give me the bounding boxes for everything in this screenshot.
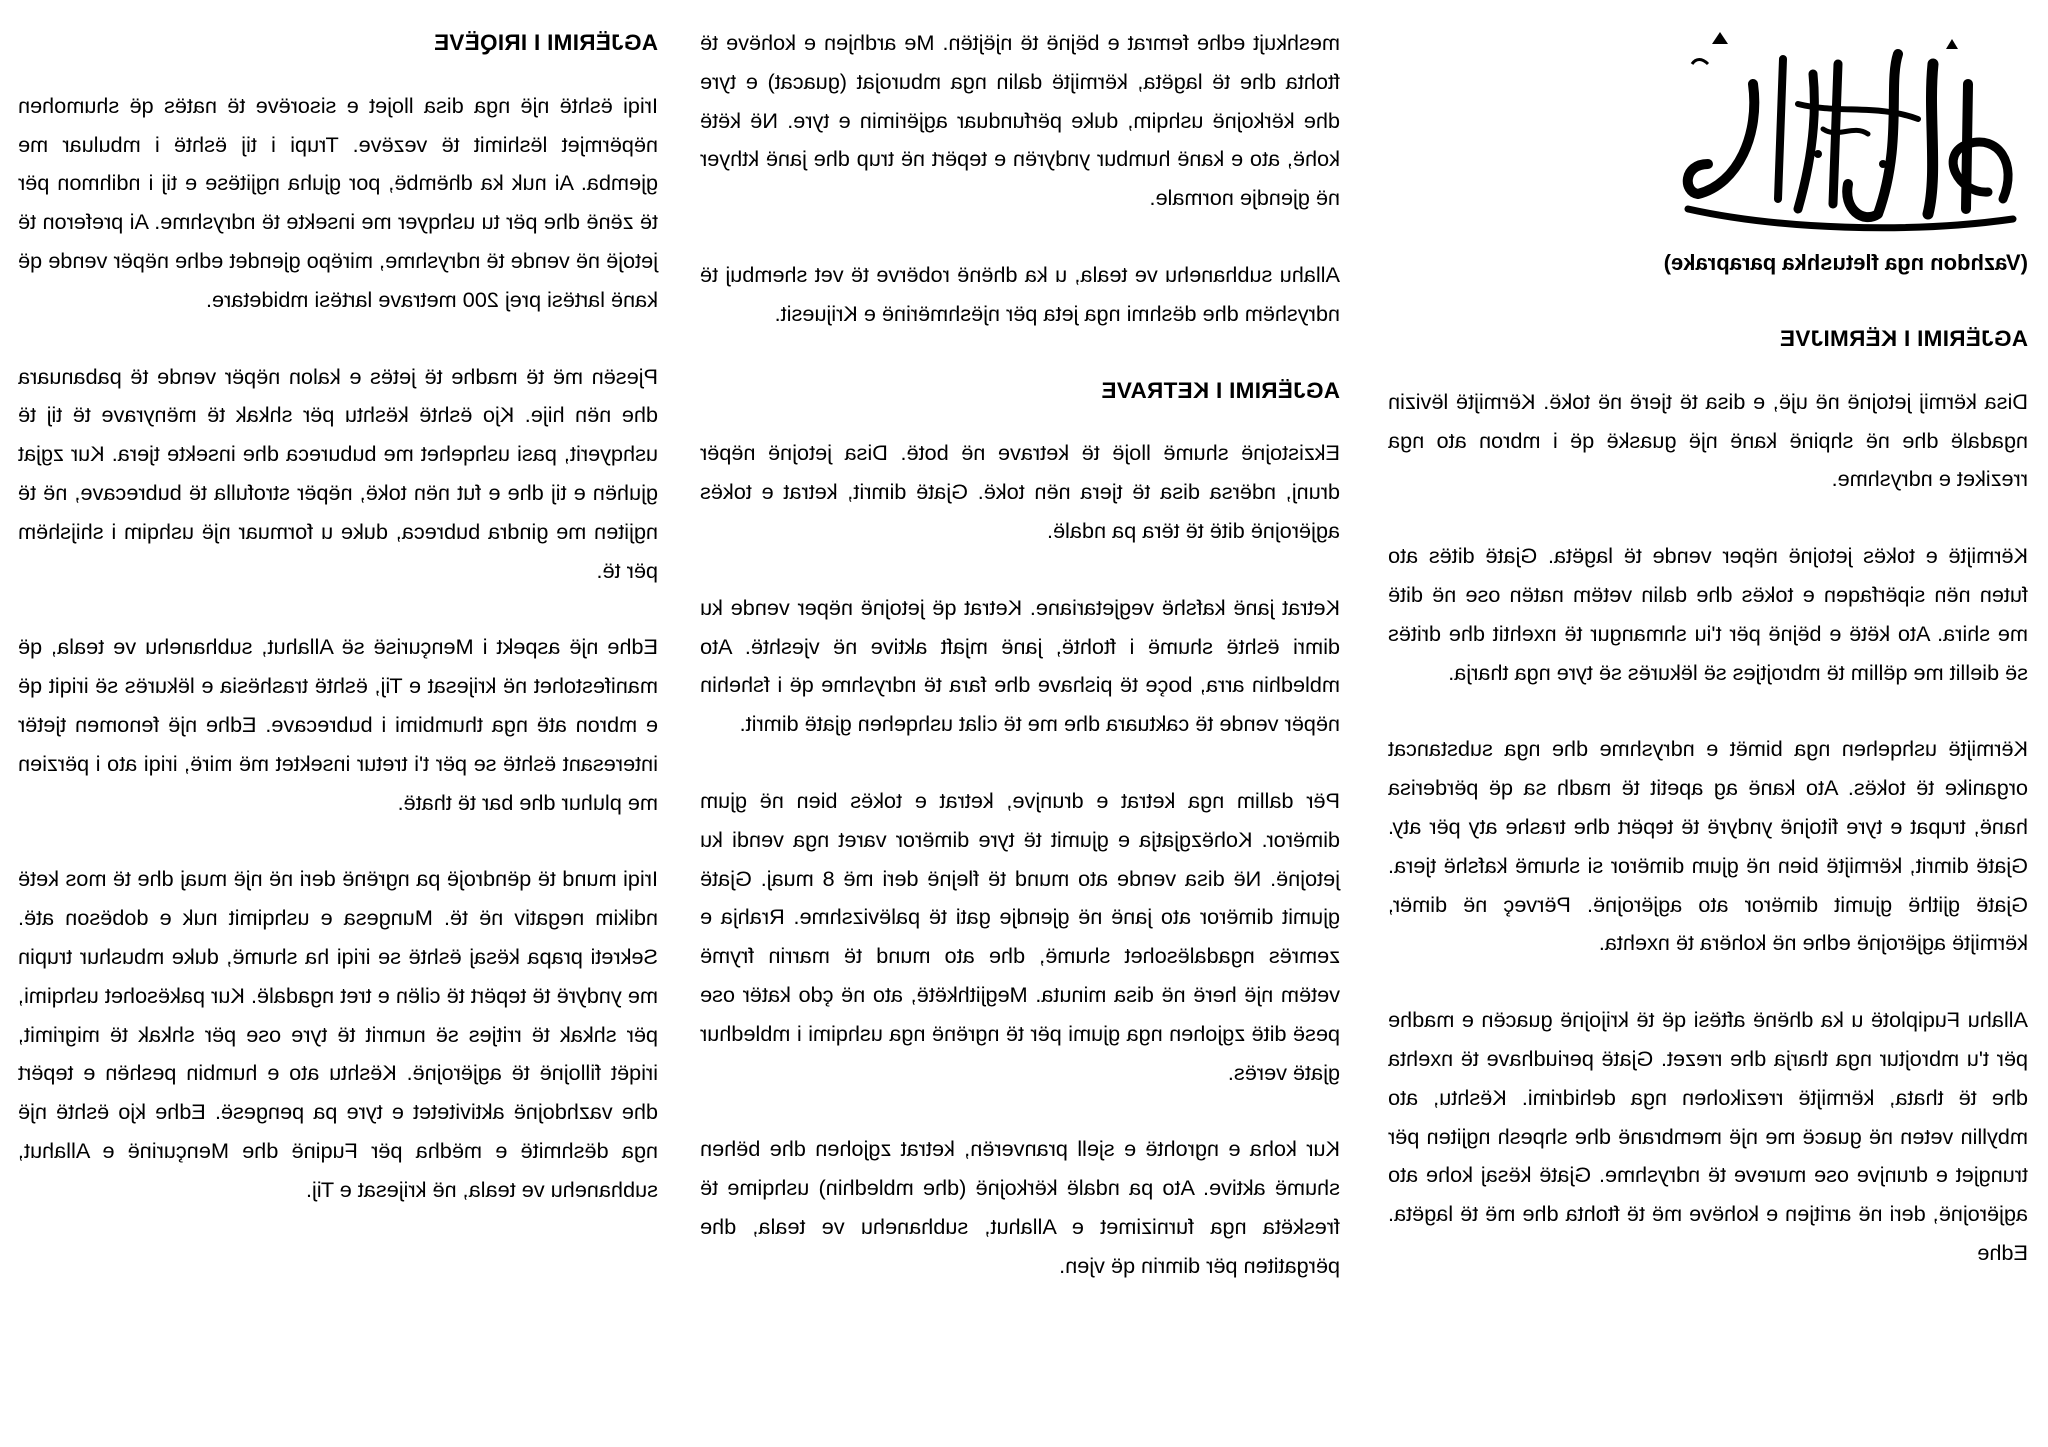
paragraph: Pjesën më të madhe të jetës e kalon nëpër vende të pabanuara dhe nën hije. Kjo është kështu për shkak të mënyrave të tij të ushqyerit, pasi ushqehet me bubureca dhe insekte tjera. Kur zgjat gjuhën e tij dhe e fut nën tokë, nëpër strofulla të bubrecave, në të ngjiten me gindra bubreca, duke u formuar një ushqim i shijshëm për të. (18, 363, 658, 583)
paragraph: Allahu Fuqiplotë u ka dhënë aftësi që të krijojnë guacën e madhe për t'u mbrojtur nga tharja dhe rrezet. Gjatë periudhave të nxehta dhe të thata, kërmijtë rrezikohen nga dehidrimi. Kështu, ato mbyllin veten në guacë me një membranë dhe shpesh ngjiten për trungjet e drunjve ose mureve të ndryshme. Gjatë kësaj kohe ato agjërojnë, deri në arritjen e kohëve më të ftohta dhe më të lagëta. Edhe (1388, 1007, 2028, 1265)
column-squirrels (700, 24, 1340, 1324)
paragraph: Ketrat janë kafshë vegjetariane. Ketrat që jetojnë nëper vende ku dimri është shumë i ftohtë, janë mjaft aktive në vjeshtë. Ato mbledhin arra, boçe të pishave dhe fara të ndryshme që i fshehin nëpër vende të caktuara dhe me të cilat ushqehen gjatë dimrit. (700, 594, 1340, 737)
paragraph: Kërmijtë ushqehen nga bimët e ndryshme dhe nga substancat organike të tokës. Ato kanë ag apetit të madh sa që përderisa hanë, trupat e tyre fitojnë yndyrë të tepërt dhe trashe aty për aty. Gjatë dimrit, kërmijtë bien në gjum dimëror si shumë kafshë tjera. Gjatë gjithë gjumit dimëror ato agjërojnë. Përveç në dimër, kërmijtë agjërojnë edhe në kohëra të nxehta. (1388, 736, 2028, 956)
paragraph: Për dallim nga ketrat e drunjve, ketrat e tokës bien në gjum dimëror. Kohëzgjatja e gjumit të tyre dimëror varet nga vendi ku jetojnë. Në disa vende ato mund të flejnë deri më 8 muaj. Gjatë gjumit dimëror ato janë në gjendje gati të palëvizshme. Rrahja e zemrës ngadalësohet shumë, dhe ato mund të marrin frymë vetëm një herë në disa minuta. Megjithkëtë, ato në çdo katër ose pesë ditë zgjohen nga gjumi për të ngrënë nga ushqimi i mbledhur gjatë verës. (700, 787, 1340, 1085)
paragraph: Kërmijtë e tokës jetojnë nëper vende të lagëta. Gjatë ditës ato futen nën sipërfaqen e tokës dhe dalin vetëm natën ose në ditë me shira. Ato këtë e bëjnë për t'iu shmangur të nxehtit dhe dritës së diellit me qëllim të mbrojtjes së lëkurës së tyre nga tharja. (1388, 543, 2028, 685)
continued-note: (Vazhdon nga fletushka paraprake) (1663, 250, 2028, 275)
paragraph: meshkujt edhe femrat e bëjnë të njëjtën. Me ardhjen e kohëve të ftohta dhe të lagëta, kërmijtë dalin nga mburojat (guacat) e tyre dhe kërkojnë ushqim, duke përfunduar agjërimin e tyre. Në këtë kohë, ato e kanë humbur yndyrën e tepërt në trup dhe janë kthyer në gjendje normale. (700, 30, 1340, 211)
paragraph: Iriqi mund të qëndrojë pa ngrënë deri në një muaj dhe të mos ketë ndikim negativ në të. Mungesa e ushqimit nuk e dobëson atë. Sekreti prapa kësaj është se iriqi ha shumë, duke mbushur trupin me yndyrë të tepërt të cilën e tret ngadalë. Kur pakësohet ushqimi, për shkak të rritjes së numrit të tyre ose për shkak të migrimit, iriqët fillojnë të agjërojnë. Kështu ato e humbin peshën e tepërt dhe vazhdojnë aktivitetet e tyre pa pengesë. Edhe kjo është një nga dëshmitë e mëdha për Fuqinë dhe Mençurinë e Allahut, subhanehu ve teala, në krijesat e Tij. (18, 866, 658, 1202)
section-heading-worms: AGJËRIMI I KËRMIJVE (1779, 326, 2028, 351)
calligraphy-logo (1388, 24, 2028, 244)
section-heading-squirrels: AGJËRIMI I KETRAVE (1101, 377, 1340, 403)
column-worms (1388, 24, 2028, 1311)
paragraph: Disa kërmij jetojnë në ujë, e disa të tjerë në tokë. Kërmijtë lëvizin ngadalë dhe në shpinë kanë një guaskë që i mbron ato nga rreziket e ndryshme. (1388, 388, 2028, 492)
column-hedgehog (18, 24, 658, 1248)
section-heading-hedgehog: AGJËRIMI I IRIQËVE (433, 30, 658, 55)
paragraph: Edhe një aspekt i Mençurisë së Allahut, subhanehu ve teala, që manifestohet në krijesat e Tij, është trashësia e lëkurës së iriqit që e mbron atë nga thumbimi i bubrecave. Edhe një fenomen tjetër interesant është se për t'i tretur insektet më mirë, iriqi ato i përzien me pluhur dhe bar të thatë. (18, 634, 658, 815)
paragraph: Kur koha e ngrohtë e sjell pranverën, ketrat zgjohen dhe bëhen shumë aktive. Ato pa ndalë kërkojnë (dhe mbledhin) ushqime të freskëta nga furnizimet e Allahut, subhanehu ve teala, dhe përgatiten për dimrin që vjen. (700, 1136, 1340, 1278)
paragraph: Iriqi është një nga disa llojet e sisorëve të natës që shumohen nëpërmjet lëshimit të vezëve. Trupi i tij është i mbuluar me gjemba. Ai nuk ka dhëmbë, por gjuha ngjitëse e tij i ndihmon për të zënë dhe për tu ushqyer me insekte të ndryshme. Ai preferon të jetojë në vende të ndryshme, mirëpo gjendet edhe nëpër vende që kanë lartësi prej 200 metrave lartësi mbidetare. (18, 92, 658, 312)
arabic-calligraphy-icon (1678, 24, 2028, 239)
paragraph: Allahu subhanehu ve teala, u ka dhënë robërve të vet shembuj të ndryshëm dhe dëshmi nga jeta për njëshmërinë e Krijuesit. (700, 261, 1340, 326)
paragraph: Ekzistojnë shumë llojë të ketrave në botë. Disa jetojnë nëpër drunj, ndërsa disa të tjera nën tokë. Gjatë dimrit, ketrat e tokës agjërojnë ditë të tëra pa ndalë. (700, 440, 1340, 543)
